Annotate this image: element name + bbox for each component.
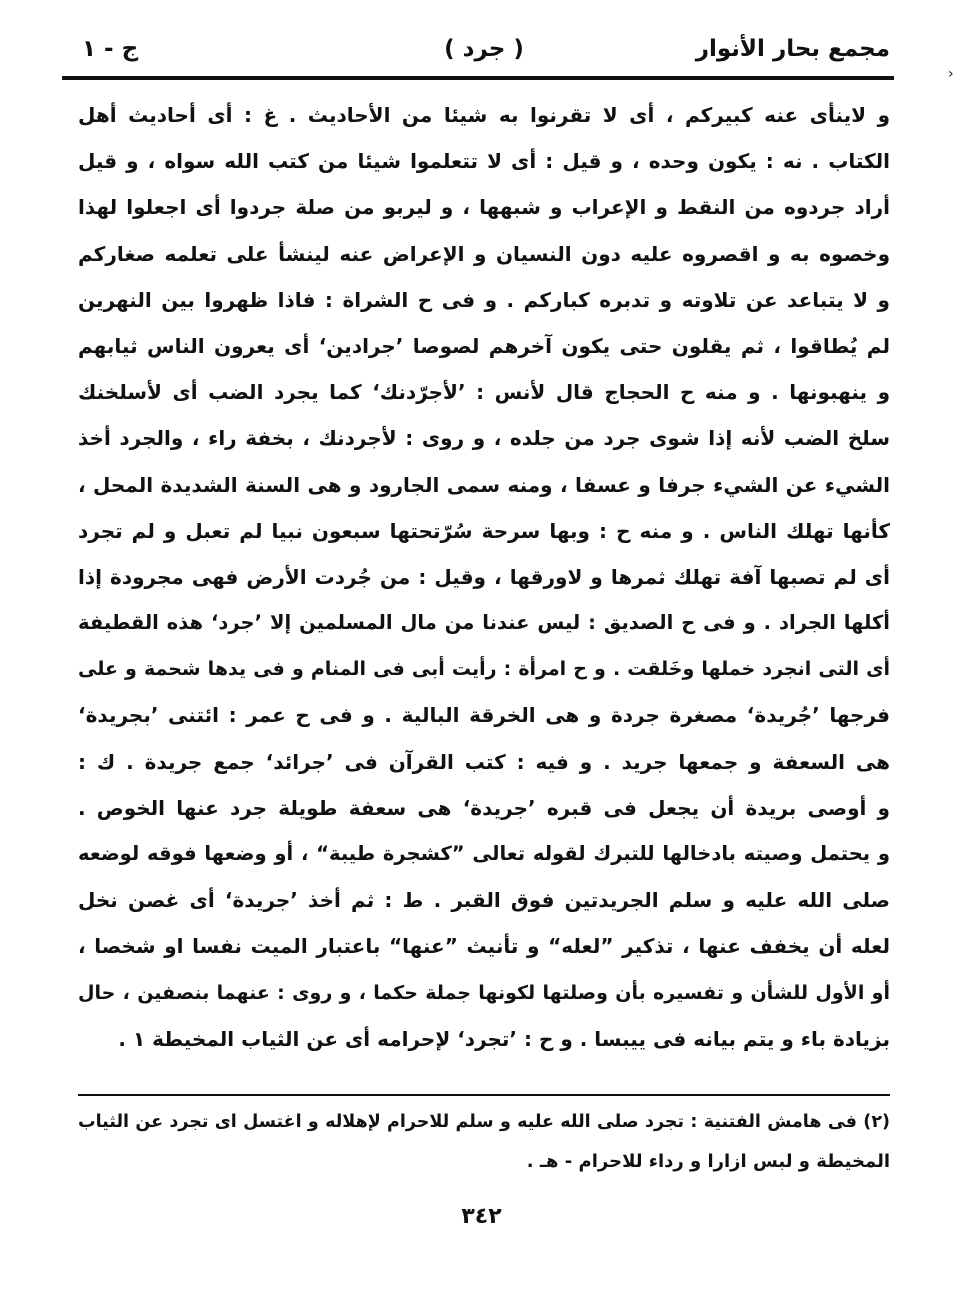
text-line: صلى الله عليه و سلم الجريدتين فوق القبر . ط : ثم أخذ ’جريدة‘ أى غصن نخل: [78, 888, 890, 913]
text-line: سلخ الضب لأنه إذا شوى جرد من جلده ، و روى : لأجردنك ، بخفة راء ، والجرد أخذ: [78, 426, 890, 451]
text-line: و لاينأى عنه كبيركم ، أى لا تقرنوا به شيئا من الأحاديث . غ : أى أحاديث أهل: [78, 103, 890, 127]
text-line: هى السعفة و جمعها جريد . و فيه : كتب القرآن فى ’جرائد‘ جمع جريدة . ك :: [78, 749, 890, 774]
entry-heading: ( جرد ): [444, 36, 524, 62]
text-line: و ينهبونها . و منه ح الحجاج قال لأنس : ’لأجرّدنك‘ كما يجرد الضب أى لأسلخنك: [78, 380, 890, 405]
text-line: وخصوه به و اقصروه عليه دون النسيان و الإعراض عنه لينشأ على تعلمه صغاركم: [78, 241, 890, 266]
footnote-line: (٢) فى هامش الفتنية : تجرد صلى الله عليه و سلم للاحرام لإهلاله و اغتسل اى تجرد عن الثياب: [78, 1112, 890, 1132]
text-line: أى لم تصبها آفة تهلك ثمرها و لاورقها ، وقيل : من جُردت الأرض فهى مجرودة إذا: [78, 564, 890, 589]
footnote-rule: [78, 1094, 890, 1096]
volume-number: ج - ١: [82, 36, 139, 62]
footnote: [78, 1102, 890, 1182]
text-line: و يحتمل وصيته بادخالها للتبرك لقوله تعالى ”كشجرة طيبة“ ، أو وضعها فوقه لوضعه: [78, 842, 890, 865]
text-line: أى التى انجرد خملها وخَلقت . و ح امرأة : رأيت أبى فى المنام و فى يدها شحمة و على: [78, 658, 890, 681]
page-number: ٣٤٢: [461, 1204, 502, 1229]
edge-mark: ›: [948, 66, 954, 82]
text-line: فرجها ’جُريدة‘ مصغرة جردة و هى الخرقة البالية . و فى ح عمر : ائتنى ’بجريدة‘: [78, 703, 890, 728]
text-line: أو الأول للشأن و تفسيره بأن وصلتها لكونها جملة حكما ، و روى : عنهما بنصفين ، حال: [78, 981, 890, 1004]
text-line: الشيء عن الشيء جرفا و عسفا ، ومنه سمى الجارود و هى السنة الشديدة المحل ،: [78, 472, 890, 497]
text-line: لم يُطاقوا ، ثم يقلون حتى يكون آخرهم لصوصا ’جرادين‘ أى يعرون الناس ثيابهم: [78, 333, 890, 358]
header-rule: [62, 76, 894, 80]
text-line: أكلها الجراد . و فى ح الصديق : ليس عندنا من مال المسلمين إلا ’جرد‘ هذه القطيفة: [78, 611, 890, 635]
text-line: كأنها تهلك الناس . و منه ح : وبها سرحة سُرّتحتها سبعون نبيا لم تعبل و لم تجرد: [78, 518, 890, 543]
text-line: أراد جردوه من النقط و الإعراب و شبهها ، و ليربو من صلة جردوا أى اجعلوا لهذا: [78, 195, 890, 220]
text-line: و أوصى بريدة أن يجعل فى قبره ’جريدة‘ هى سعفة طويلة جرد عنها الخوص .: [78, 795, 890, 820]
book-title: مجمع بحار الأنوار: [695, 36, 890, 62]
text-line: لعله أن يخفف عنها ، تذكير ”لعله“ و تأنيث ”عنها“ باعتبار الميت نفسا او شخصا ،: [78, 934, 890, 959]
text-line: بزيادة باء و يتم بيانه فى ييبسا . و ح : ’تجرد‘ لإحرامه أى عن الثياب المخيطة ١ .: [118, 1026, 890, 1051]
text-line: و لا يتباعد عن تلاوته و تدبره كبارکم . و فى ح الشراة : فاذا ظهروا بين النهرين: [78, 287, 890, 312]
running-header: [78, 32, 890, 72]
main-text: [78, 92, 890, 1062]
footnote-line: المخيطة و لبس ازارا و رداء للاحرام - هـ .: [526, 1151, 890, 1172]
text-line: الكتاب . نه : يكون وحده ، و قيل : أى لا تتعلموا شيئا من كتب الله سواه ، و قيل: [78, 149, 890, 174]
